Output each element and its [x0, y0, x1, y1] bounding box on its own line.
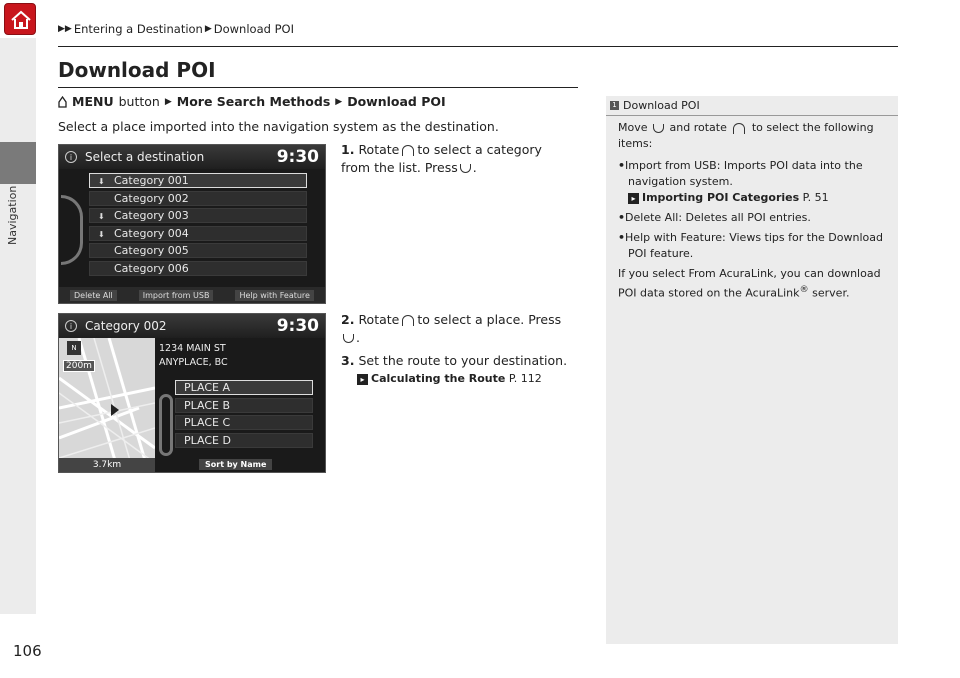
list-item[interactable]: PLACE D — [175, 433, 313, 448]
list-item[interactable]: Category 005 — [89, 243, 307, 258]
dial-icon — [733, 123, 745, 134]
dial-indicator-icon — [159, 394, 173, 456]
breadcrumb — [58, 22, 294, 36]
address-line: 1234 MAIN ST — [159, 343, 226, 354]
map-view[interactable] — [59, 338, 155, 473]
header-rule — [58, 46, 898, 47]
section-label: Navigation — [6, 185, 19, 245]
menu-path-step: More Search Methods — [176, 94, 331, 109]
note-paragraph: If you select From AcuraLink, you can download POI data stored on the AcuraLink® server. — [618, 267, 881, 300]
screen-title: Category 002 — [85, 319, 167, 333]
screen-category — [58, 313, 326, 473]
move-icon — [653, 124, 664, 133]
category-list — [89, 173, 307, 278]
download-icon: ⬇ — [98, 212, 105, 221]
note-heading: 1 Download POI — [606, 96, 898, 116]
menu-path — [58, 94, 446, 109]
list-item[interactable]: PLACE B — [175, 398, 313, 413]
info-icon: i — [65, 320, 77, 332]
step-3: 3. Set the route to your destination. ▸ Calculating the Route P. 112 — [341, 352, 576, 388]
address-line: ANYPLACE, BC — [159, 357, 228, 368]
list-item[interactable]: Category 006 — [89, 261, 307, 276]
path-arrow-icon: ▶ — [335, 96, 343, 107]
breadcrumb-item[interactable]: Entering a Destination — [73, 22, 203, 36]
press-icon — [460, 164, 471, 173]
place-list — [175, 380, 313, 450]
dial-icon — [402, 315, 414, 326]
list-item[interactable]: ⬇ Category 001 — [89, 173, 307, 188]
address-block — [159, 342, 228, 370]
import-usb-button[interactable]: Import from USB — [139, 290, 214, 301]
page-number: 106 — [13, 642, 42, 660]
download-icon: ⬇ — [98, 229, 105, 239]
breadcrumb-item[interactable]: Download POI — [213, 22, 294, 36]
path-arrow-icon: ▶ — [164, 96, 172, 107]
note-bullet: •Help with Feature: Views tips for the Download POI feature. — [618, 231, 883, 260]
press-icon — [343, 334, 354, 343]
menu-button-word: button — [118, 94, 160, 109]
note-instruction: Move and rotate to select the following items: — [618, 121, 874, 150]
home-icon — [58, 96, 67, 108]
list-item[interactable]: PLACE C — [175, 415, 313, 430]
rail-background — [0, 184, 36, 614]
screen-footer — [59, 287, 325, 303]
list-item[interactable]: PLACE A — [175, 380, 313, 395]
screen-title: Select a destination — [85, 150, 205, 164]
map-scale: 200m — [63, 360, 95, 372]
intro-text: Select a place imported into the navigation system as the destination. — [58, 119, 499, 134]
download-icon: ⬇ — [98, 177, 105, 186]
note-bullet: •Delete All: Deletes all POI entries. — [618, 211, 811, 224]
sort-button[interactable]: Sort by Name — [199, 459, 272, 470]
rail-spacer — [0, 38, 36, 142]
north-arrow-icon: N — [67, 341, 81, 355]
dial-indicator-icon — [61, 195, 83, 265]
home-icon — [10, 9, 32, 31]
page-title: Download POI — [58, 58, 216, 82]
clock: 9:30 — [276, 147, 319, 167]
menu-button-label: MENU — [72, 94, 114, 109]
delete-all-button[interactable]: Delete All — [70, 290, 117, 301]
home-button[interactable] — [4, 3, 36, 35]
distance-readout: 3.7km — [59, 458, 155, 472]
dial-icon — [402, 145, 414, 156]
reference-arrow-icon: ▸ — [628, 193, 639, 204]
list-item[interactable]: ⬇ Category 004 — [89, 226, 307, 241]
screen-select-destination — [58, 144, 326, 304]
step-1: 1. Rotate to select a category from the list. Press . — [341, 142, 542, 175]
list-item[interactable]: ⬇ Category 003 — [89, 208, 307, 223]
clock: 9:30 — [276, 316, 319, 336]
info-icon: i — [65, 151, 77, 163]
note-badge-icon: 1 — [610, 101, 619, 110]
list-item[interactable]: Category 002 — [89, 191, 307, 206]
breadcrumb-arrow-icon: ▶▶ — [58, 24, 72, 34]
cross-reference[interactable]: ▸ Calculating the Route P. 112 — [341, 370, 576, 388]
step-2: 2. Rotate to select a place. Press. — [341, 312, 562, 345]
title-rule — [58, 87, 578, 88]
note-bullet: •Import from USB: Imports POI data into the navigation system. ▸ Importing POI Categories P. 51 — [618, 158, 890, 206]
map-roads — [59, 338, 155, 473]
note-body — [618, 120, 890, 308]
help-button[interactable]: Help with Feature — [235, 290, 314, 301]
breadcrumb-arrow-icon: ▶ — [204, 24, 212, 34]
cross-reference[interactable]: ▸ Importing POI Categories P. 51 — [628, 190, 890, 206]
menu-path-step: Download POI — [347, 94, 446, 109]
reference-arrow-icon: ▸ — [357, 374, 368, 385]
